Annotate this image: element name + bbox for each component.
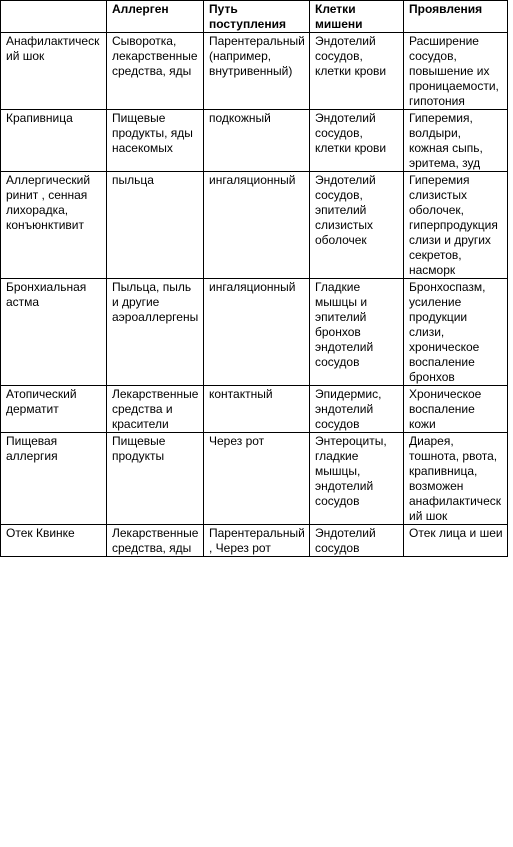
header-cell-target-cells: Клетки мишени [310,1,404,33]
cell-condition: Отек Квинке [1,525,107,557]
cell-route: ингаляционный [204,172,310,279]
cell-route: Парентеральный , Через рот [204,525,310,557]
cell-manifestations: Гиперемия, волдыри, кожная сыпь, эритема, зуд [404,110,508,172]
table-row [1,33,508,110]
cell-allergen: Пыльца, пыль и другие аэроаллергены [107,279,204,386]
table-row [1,525,508,557]
cell-manifestations: Хроническое воспаление кожи [404,386,508,433]
cell-target-cells: Эндотелий сосудов [310,525,404,557]
cell-condition: Бронхиальная астма [1,279,107,386]
cell-target-cells: Эндотелий сосудов, эпителий слизистых оболочек [310,172,404,279]
cell-condition: Анафилактическ ий шок [1,33,107,110]
header-cell-condition [1,1,107,33]
table-row [1,386,508,433]
cell-allergen: Пищевые продукты [107,433,204,525]
cell-allergen: пыльца [107,172,204,279]
cell-manifestations: Расширение сосудов, повышение их проницаемости, гипотония [404,33,508,110]
cell-route: контактный [204,386,310,433]
cell-target-cells: Энтероциты, гладкие мышцы, эндотелий сосудов [310,433,404,525]
cell-manifestations: Бронхоспазм, усиление продукции слизи, хроническое воспаление бронхов [404,279,508,386]
table-row [1,172,508,279]
cell-target-cells: Гладкие мышцы и эпителий бронхов эндотелий сосудов [310,279,404,386]
cell-condition: Аллергический ринит , сенная лихорадка, конъюнктивит [1,172,107,279]
table-row [1,433,508,525]
cell-allergen: Сыворотка, лекарственные средства, яды [107,33,204,110]
cell-condition: Атопический дерматит [1,386,107,433]
header-cell-allergen: Аллерген [107,1,204,33]
cell-target-cells: Эндотелий сосудов, клетки крови [310,110,404,172]
cell-target-cells: Эндотелий сосудов, клетки крови [310,33,404,110]
table-header-row [1,1,508,33]
table-row [1,110,508,172]
cell-condition: Пищевая аллергия [1,433,107,525]
cell-target-cells: Эпидермис, эндотелий сосудов [310,386,404,433]
header-cell-route: Путь поступления [204,1,310,33]
cell-allergen: Лекарственные средства и красители [107,386,204,433]
cell-route: подкожный [204,110,310,172]
cell-manifestations: Диарея, тошнота, рвота, крапивница, возможен анафилактическ ий шок [404,433,508,525]
cell-route: Через рот [204,433,310,525]
cell-allergen: Лекарственные средства, яды [107,525,204,557]
cell-allergen: Пищевые продукты, яды насекомых [107,110,204,172]
cell-manifestations: Гиперемия слизистых оболочек, гиперпродукция слизи и других секретов, насморк [404,172,508,279]
cell-route: ингаляционный [204,279,310,386]
cell-route: Парентеральный (например, внутривенный) [204,33,310,110]
table-row [1,279,508,386]
cell-condition: Крапивница [1,110,107,172]
cell-manifestations: Отек лица и шеи [404,525,508,557]
header-cell-manifestations: Проявления [404,1,508,33]
